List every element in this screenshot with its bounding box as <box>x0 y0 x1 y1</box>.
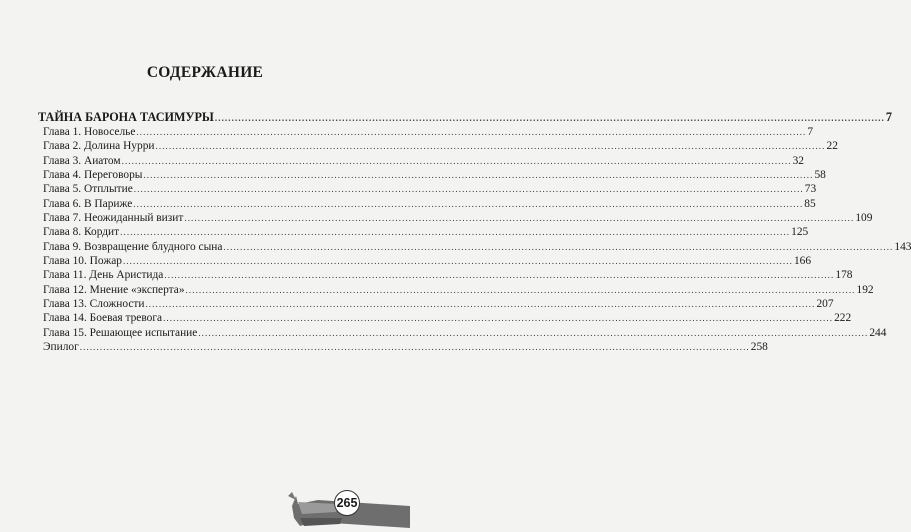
toc-chapter-label: Глава 9. Возвращение блудного сына <box>43 240 223 253</box>
dot-leader: ........................................................................................................................................................................................................ <box>143 170 814 181</box>
toc-chapter-label: Глава 3. Аиатом <box>43 154 121 167</box>
toc-chapter-page: 125 <box>791 226 809 239</box>
toc-chapter-row <box>38 197 816 211</box>
dot-leader: ........................................................................................................................................................................................................ <box>223 241 894 252</box>
chapter-list <box>38 125 911 340</box>
table-of-contents <box>38 110 911 355</box>
toc-chapter-label: Глава 7. Неожиданный визит <box>43 212 184 225</box>
toc-chapter-label: Глава 1. Новоселье <box>43 126 136 138</box>
page-title: СОДЕРЖАНИЕ <box>146 64 264 81</box>
toc-chapter-label: Глава 12. Мнение «эксперта» <box>43 283 185 296</box>
toc-chapter-label: Глава 5. Отплытие <box>43 183 133 196</box>
toc-chapter-row <box>38 297 834 311</box>
toc-chapter-row <box>38 283 874 297</box>
toc-epilog-page: 258 <box>750 341 768 354</box>
toc-chapter-label: Глава 13. Сложности <box>43 298 145 311</box>
dot-leader: ........................................................................................................................................................................................................ <box>122 256 793 267</box>
toc-chapter-page: 143 <box>894 240 911 253</box>
toc-chapter-row <box>38 182 817 196</box>
dot-leader: ........................................................................................................................................................................................................ <box>145 299 816 310</box>
toc-chapter-label: Глава 11. День Аристида <box>43 269 164 282</box>
toc-chapter-page: 207 <box>816 298 834 311</box>
toc-chapter-label: Глава 14. Боевая тревога <box>43 312 163 325</box>
toc-chapter-page: 85 <box>804 197 816 210</box>
toc-chapter-label: Глава 6. В Париже <box>43 197 133 210</box>
toc-chapter-page: 244 <box>869 326 887 339</box>
toc-chapter-page: 22 <box>826 140 838 153</box>
toc-chapter-row <box>38 125 814 139</box>
toc-chapter-page: 73 <box>804 183 817 196</box>
toc-chapter-row <box>38 326 887 340</box>
dot-leader: ........................................................................................................................................................................................................ <box>136 127 807 137</box>
toc-chapter-page: 178 <box>835 269 853 282</box>
toc-chapter-label: Глава 8. Кордит <box>43 226 120 239</box>
toc-chapter-page: 166 <box>793 255 812 268</box>
toc-chapter-page: 32 <box>792 154 804 167</box>
toc-chapter-label: Глава 10. Пожар <box>43 255 122 268</box>
dot-leader: ........................................................................................................................................................................................................ <box>155 141 826 152</box>
toc-chapter-row <box>38 168 826 182</box>
toc-chapter-row <box>38 139 838 153</box>
toc-heading <box>38 110 892 125</box>
dot-leader: ........................................................................................................................................................................................................ <box>120 227 791 238</box>
dot-leader: ........................................................................................................................................................................................................ <box>79 342 750 353</box>
dot-leader: ........................................................................................................................................................................................................ <box>133 184 804 195</box>
toc-chapter-row <box>38 211 873 225</box>
dot-leader: ........................................................................................................................................................................................................ <box>133 198 804 209</box>
toc-chapter-page: 58 <box>814 169 826 182</box>
toc-chapter-row <box>38 240 911 254</box>
dot-leader: ........................................................................................................................................................................................................ <box>121 155 792 166</box>
toc-heading-label: ТАЙНА БАРОНА ТАСИМУРЫ <box>38 110 214 124</box>
dot-leader: ........................................................................................................................................................................................................ <box>214 113 885 123</box>
toc-chapter-row <box>38 311 852 325</box>
toc-chapter-page: 109 <box>855 212 873 225</box>
toc-chapter-page: 192 <box>856 283 874 296</box>
page-number-emblem <box>278 488 410 532</box>
dot-leader: ........................................................................................................................................................................................................ <box>185 284 856 295</box>
toc-heading-page: 7 <box>885 110 892 124</box>
dot-leader: ........................................................................................................................................................................................................ <box>164 270 835 281</box>
toc-epilog <box>38 340 768 354</box>
toc-chapter-row <box>38 254 812 268</box>
toc-epilog-label: Эпилог <box>43 341 79 354</box>
toc-chapter-page: 222 <box>834 312 852 325</box>
toc-chapter-row <box>38 154 804 168</box>
dot-leader: ........................................................................................................................................................................................................ <box>198 327 869 338</box>
toc-chapter-label: Глава 15. Решающее испытание <box>43 326 198 339</box>
toc-chapter-row <box>38 268 853 282</box>
dot-leader: ........................................................................................................................................................................................................ <box>184 213 855 224</box>
dot-leader: ........................................................................................................................................................................................................ <box>163 313 834 324</box>
toc-chapter-label: Глава 2. Долина Нурри <box>43 140 155 153</box>
toc-chapter-label: Глава 4. Переговоры <box>43 169 143 182</box>
toc-chapter-page: 7 <box>807 126 814 138</box>
toc-chapter-row <box>38 225 809 239</box>
page-number: 265 <box>334 490 360 516</box>
